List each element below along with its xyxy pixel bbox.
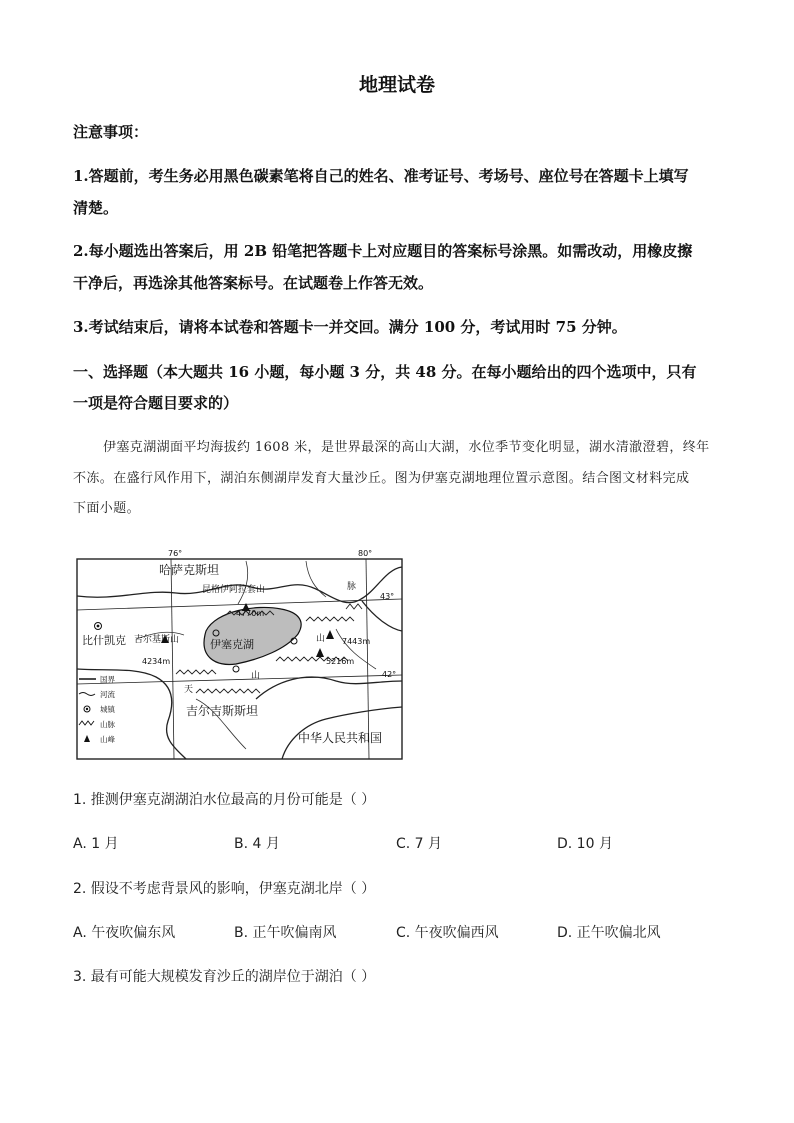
bishkek-label: 比什凯克: [82, 634, 126, 647]
question-2-option-b: B. 正午吹偏南风: [234, 925, 337, 941]
section-heading-line-1: 一、选择题（本大题共 16 小题，每小题 3 分，共 48 分。在每小题给出的四个选项中，只有: [73, 363, 697, 381]
question-2-option-d: D. 正午吹偏北风: [557, 925, 661, 941]
notice-item-1-line-2: 清楚。: [73, 199, 119, 217]
kyrgyzstan-label: 吉尔吉斯斯坦: [186, 704, 259, 718]
peak-7443-label: 7443m: [342, 637, 371, 646]
notice-heading: 注意事项：: [73, 123, 149, 141]
legend-town-label: 城镇: [100, 705, 115, 714]
legend-river-label: 河流: [100, 690, 115, 699]
kungei-range-label: 昆格伊阿拉套山: [202, 585, 266, 595]
notice-item-3: 3.考试结束后，请将本试卷和答题卡一并交回。满分 100 分，考试用时 75 分钟。: [73, 318, 627, 336]
latitude-43-label: 43°: [380, 592, 395, 601]
notice-item-2-line-2: 干净后，再选涂其他答案标号。在试题卷上作答无效。: [73, 274, 434, 292]
legend-peak-label: 山峰: [100, 735, 115, 744]
question-1-stem: 1. 推测伊塞克湖湖泊水位最高的月份可能是（ ）: [73, 792, 376, 808]
legend-mountain-range-label: 山脉: [100, 720, 115, 729]
question-1-option-b: B. 4 月: [234, 836, 280, 852]
question-2-option-c: C. 午夜吹偏西风: [396, 925, 499, 941]
passage-line-3: 下面小题。: [73, 501, 141, 516]
peak-4234-label: 4234m: [142, 657, 171, 666]
issyk-kul-map: [76, 549, 404, 761]
shan-label-1: 山: [316, 634, 326, 644]
page-title: 地理试卷: [358, 74, 435, 96]
tian-label: 天: [184, 685, 194, 695]
question-1-option-d: D. 10 月: [557, 836, 613, 852]
peak-4770-label: 4770m: [236, 609, 265, 618]
section-heading-line-2: 一项是符合题目要求的）: [73, 394, 239, 412]
longitude-76-label: 76°: [168, 549, 183, 558]
china-label: 中华人民共和国: [298, 731, 383, 745]
question-3-stem: 3. 最有可能大规模发育沙丘的湖岸位于湖泊（ ）: [73, 969, 376, 985]
question-1-option-c: C. 7 月: [396, 836, 443, 852]
passage-line-1: 伊塞克湖湖面平均海拔约 1608 米，是世界最深的高山大湖，水位季节变化明显，湖水清澈澄碧，终年: [103, 440, 710, 455]
legend-border-label: 国界: [100, 675, 115, 684]
question-2-stem: 2. 假设不考虑背景风的影响，伊塞克湖北岸（ ）: [73, 881, 376, 897]
question-1-option-a: A. 1 月: [73, 836, 119, 852]
kyrgyz-range-label: 吉尔基斯山: [134, 635, 180, 645]
longitude-80-label: 80°: [358, 549, 373, 558]
notice-item-1-line-1: 1.答题前，考生务必用黑色碳素笔将自己的姓名、准考证号、考场号、座位号在答题卡上填写: [73, 167, 689, 185]
latitude-42-label: 42°: [382, 670, 397, 679]
notice-item-2-line-1: 2.每小题选出答案后，用 2B 铅笔把答题卡上对应题目的答案标号涂黑。如需改动，用橡皮擦: [73, 242, 693, 260]
kazakhstan-label: 哈萨克斯坦: [159, 563, 220, 577]
question-2-option-a: A. 午夜吹偏东风: [73, 925, 176, 941]
shan-label-2: 山: [251, 671, 261, 681]
peak-5216-label: 5216m: [326, 657, 355, 666]
lake-label: 伊塞克湖: [210, 638, 254, 651]
mai-label: 脉: [347, 582, 357, 592]
passage-line-2: 不冻。在盛行风作用下，湖泊东侧湖岸发育大量沙丘。图为伊塞克湖地理位置示意图。结合图文材料完成: [73, 471, 690, 486]
